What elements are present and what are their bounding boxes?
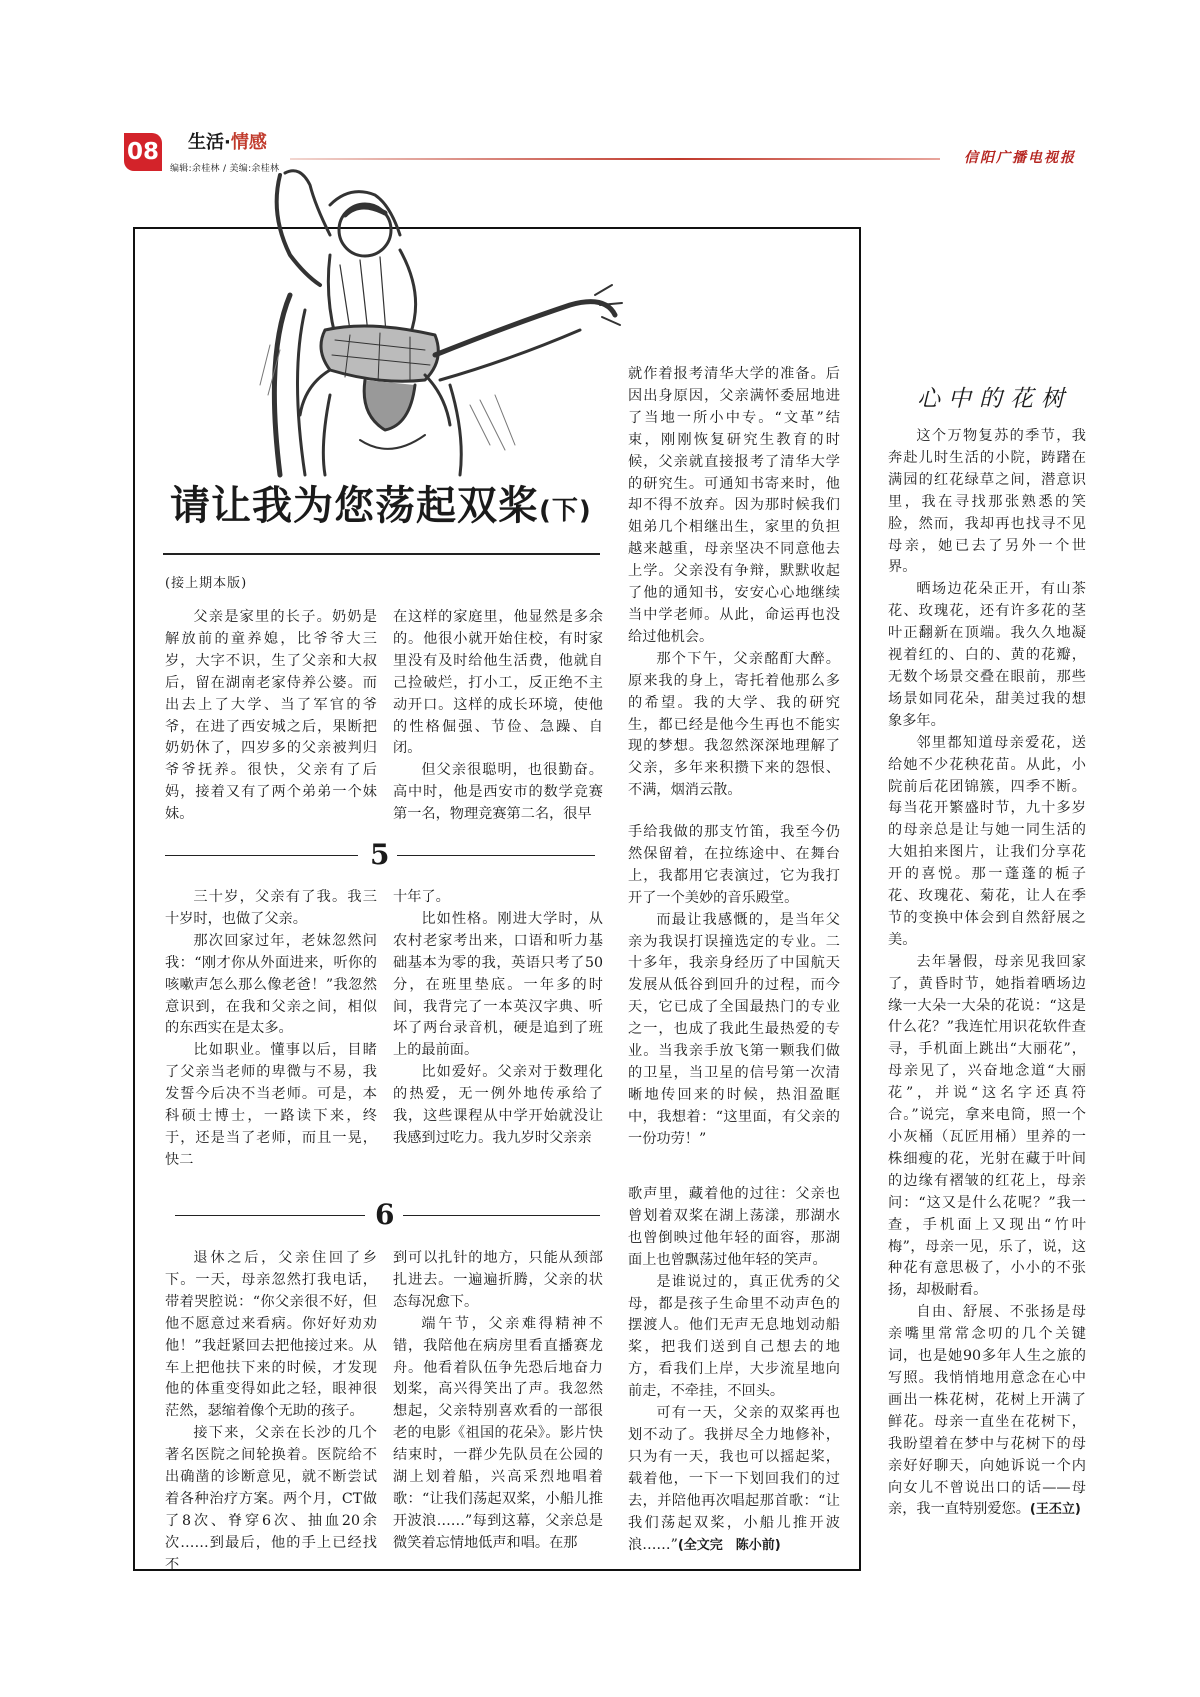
side-article-body [888, 426, 1086, 1556]
article-column-2c [393, 1248, 603, 1551]
paragraph: 端午节，父亲难得精神不错，我陪他在病房里看直播赛龙舟。他看着队伍争先恐后地奋力划桨，高兴得笑出了声。我忽然想起，父亲特别喜欢看的一部很老的电影《祖国的花朵》。影片快结束时，一群少先队员在公园的湖上划着船，兴高采烈地唱着歌：“让我们荡起双桨，小船儿推开波浪……”每到这幕，父亲总是微笑着忘情地低声和唱。在那 [393, 1315, 603, 1551]
number-label: 6 [375, 1198, 395, 1231]
rule-left [165, 855, 358, 856]
article-column-1c [165, 1248, 377, 1573]
article-column-2a [393, 607, 603, 823]
section-number-6 [175, 1198, 600, 1232]
article-column-1b [165, 887, 377, 1168]
paragraph: 邻里都知道母亲爱花，送给她不少花秧花苗。从此，小院前后花团锦簇，四季不断。每当花开繁盛时节，九十多岁的母亲总是让与她一同生活的大姐拍来图片，让我们分享花开的喜悦。那一蓬蓬的栀子花、玫瑰花、菊花，让人在季节的变换中体会到自然舒展之美。 [888, 734, 1086, 948]
rule-left [175, 1215, 365, 1216]
paragraph: 十年了。 [393, 889, 450, 905]
father-child-sketch-illustration [210, 145, 630, 475]
editor-credits: 编辑:余桂林 / 美编:余桂林 [170, 164, 280, 174]
paragraph: 比如性格。刚进大学时，从农村老家考出来，口语和听力基础基本为零的我，英语只考了50分，在班里垫底。一年多的时间，我背完了一本英汉字典、听坏了两台录音机，硬是追到了班上的最前面。 [393, 910, 603, 1059]
number-label: 5 [370, 838, 390, 871]
section-main: 生活· [188, 132, 231, 153]
article-column-2b [393, 887, 603, 1146]
paragraph: 可有一天，父亲的双桨再也划不动了。我拼尽全力地修补，只为有一天，我也可以摇起桨，载着他，一下一下划回我们的过去，并陪他再次唱起那首歌：“让我们荡起双桨，小船儿推开波浪……”(全文完 陈小前) [628, 1405, 840, 1553]
paragraph: 但父亲很聪明，也很勤奋。高中时，他是西安市的数学竞赛第一名，物理竞赛第二名，很早 [393, 762, 603, 823]
paragraph: 比如职业。懂事以后，目睹了父亲当老师的卑微与不易，我发誓今后决不当老师。可是，本科硕士博士，一路读下来，终于，还是当了老师，而且一晃，快二 [165, 1042, 377, 1168]
paragraph: 那次回家过年，老妹忽然问我：“刚才你从外面进来，听你的咳嗽声怎么那么像老爸！”我忽然意识到，在我和父亲之间，相似的东西实在是太多。 [165, 932, 377, 1037]
paragraph: 手给我做的那支竹笛，我至今仍然保留着，在拉练途中、在舞台上，我都用它表演过，它为我打开了一个美妙的音乐殿堂。 [628, 824, 840, 906]
paragraph: 那个下午，父亲酩酊大醉。原来我的身上，寄托着他那么多的希望。我的大学、我的研究生，都已经是他今生再也不能实现的梦想。我忽然深深地理解了父亲，多年来积攒下来的怨恨、不满，烟消云散。 [628, 650, 840, 799]
paragraph: 自由、舒展、不张扬是母亲嘴里常常念叨的几个关键词，也是她90多年人生之旅的写照。我悄悄地用意念在心中画出一株花树，花树上开满了鲜花。母亲一直坐在花树下，我盼望着在梦中与花树下的母亲好好聊天，向她诉说一个内向女儿不曾说出口的话——母亲，我一直特别爱您。(王丕立) [888, 1304, 1086, 1518]
paragraph: 在这样的家庭里，他显然是多余的。他很小就开始住校，有时家里没有及时给他生活费，他就自己捡破烂，打小工，反正绝不主动开口。这样的成长环境，使他的性格倔强、节俭、急躁、自闭。 [393, 609, 603, 757]
rule-right [403, 1215, 600, 1216]
continued-note: (接上期本版) [165, 576, 248, 591]
section-sub: 情感 [230, 132, 267, 153]
article-column-3b [628, 822, 840, 1147]
paragraph: 是谁说过的，真正优秀的父母，都是孩子生命里不动声色的摆渡人。他们无声无息地划动船桨，把我们送到自己想去的地方，看我们上岸，大步流星地向前走，不牵挂，不回头。 [628, 1273, 840, 1400]
paragraph: 晒场边花朵正开，有山茶花、玫瑰花，还有许多花的茎叶正翻新在顶端。我久久地凝视着红的、白的、黄的花瓣，无数个场景交叠在眼前，那些场景如同花朵，甜美过我的想象多年。 [888, 581, 1086, 729]
article-column-3c [628, 1184, 840, 1554]
page-number: 08 [124, 133, 162, 171]
title-divider [163, 553, 600, 555]
side-article-title: 心中的花树 [917, 386, 1072, 412]
paragraph: 三十岁，父亲有了我。我三十岁时，也做了父亲。 [165, 889, 377, 927]
paragraph: 歌声里，藏着他的过往：父亲也曾划着双桨在湖上荡漾，那湖水也曾倒映过他年轻的面容，那湖面上也曾飘荡过他年轻的笑声。 [628, 1186, 840, 1268]
author-signature: (王丕立) [1029, 1502, 1081, 1518]
paragraph: 接下来，父亲在长沙的几个著名医院之间轮换着。医院给不出确凿的诊断意见，就不断尝试着各种治疗方案。两个月，CT做了8次、脊穿6次、抽血20余次……到最后，他的手上已经找不 [165, 1425, 377, 1573]
paragraph: 父亲是家里的长子。奶奶是解放前的童养媳，比爷爷大三岁，大字不识，生了父亲和大叔后，留在湖南老家侍养公婆。而出去上了大学、当了军官的爷爷，在进了西安城之后，果断把奶奶休了，四岁多的父亲被判归爷爷抚养。很快，父亲有了后妈，接着又有了两个弟弟一个妹妹。 [165, 609, 377, 823]
article-title-main: 请让我为您荡起双桨 [170, 483, 539, 529]
article-title-suffix: (下) [539, 496, 592, 526]
paragraph: 而最让我感慨的，是当年父亲为我误打误撞选定的专业。二十多年，我亲身经历了中国航天发展从低谷到回升的过程，而今天，它已成了全国最热门的专业之一，也成了我此生最热爱的专业。当我亲手放飞第一颗我们做的卫星，当卫星的信号第一次清晰地传回来的时候，热泪盈眶中，我想着：“这里面，有父亲的一份功劳！” [628, 911, 840, 1147]
paragraph: 比如爱好。父亲对于数理化的热爱，无一例外地传承给了我，这些课程从中学开始就没让我感到过吃力。我九岁时父亲亲 [393, 1064, 603, 1146]
article-title [170, 474, 592, 531]
author-signature: (全文完 陈小前) [677, 1537, 781, 1553]
paragraph: 退休之后，父亲住回了乡下。一天，母亲忽然打我电话，带着哭腔说：“你父亲很不好，但他不愿意过来看病。你好好劝劝他！”我赶紧回去把他接过来。从车上把他扶下来的时候，才发现他的体重变得如此之轻，眼神很茫然，瑟缩着像个无助的孩子。 [165, 1250, 377, 1420]
newspaper-name: 信阳广播电视报 [964, 150, 1076, 166]
section-number-5 [165, 838, 595, 872]
article-column-1a [165, 607, 377, 823]
paragraph: 去年暑假，母亲见我回家了，黄昏时节，她指着晒场边缘一大朵一大朵的花说：“这是什么花？”我连忙用识花软件查寻，手机面上跳出“大丽花”，母亲见了，兴奋地念道“大丽花”，并说“这名字还真符合。”说完，拿来电筒，照一个小灰桶（瓦匠用桶）里养的一株细瘦的花，光射在藏于叶间的边缘有褶皱的红花上，母亲问：“这又是什么花呢？”我一查，手机面上又现出“竹叶梅”，母亲一见，乐了，说，这种花有意思极了，小小的不张扬，却极耐看。 [888, 953, 1086, 1299]
article-column-3a [628, 364, 840, 804]
paragraph: 到可以扎针的地方，只能从颈部扎进去。一遍遍折腾，父亲的状态每况愈下。 [393, 1250, 603, 1310]
paragraph: 这个万物复苏的季节，我奔赴儿时生活的小院，踌躇在满园的红花绿草之间，潜意识里，我在寻找那张熟悉的笑脸，然而，我却再也找寻不见母亲，她已去了另外一个世界。 [888, 428, 1086, 576]
rule-right [397, 855, 595, 856]
paragraph: 就作着报考清华大学的准备。后因出身原因，父亲满怀委屈地进了当地一所小中专。“文革”结束，刚刚恢复研究生教育的时候，父亲就直接报考了清华大学的研究生。可通知书寄来时，他却不得不放弃。因为那时候我们姐弟几个相继出生，家里的负担越来越重，母亲坚决不同意他去上学。父亲没有争辩，默默收起了他的通知书，安安心心地继续当中学老师。从此，命运再也没给过他机会。 [628, 366, 840, 645]
